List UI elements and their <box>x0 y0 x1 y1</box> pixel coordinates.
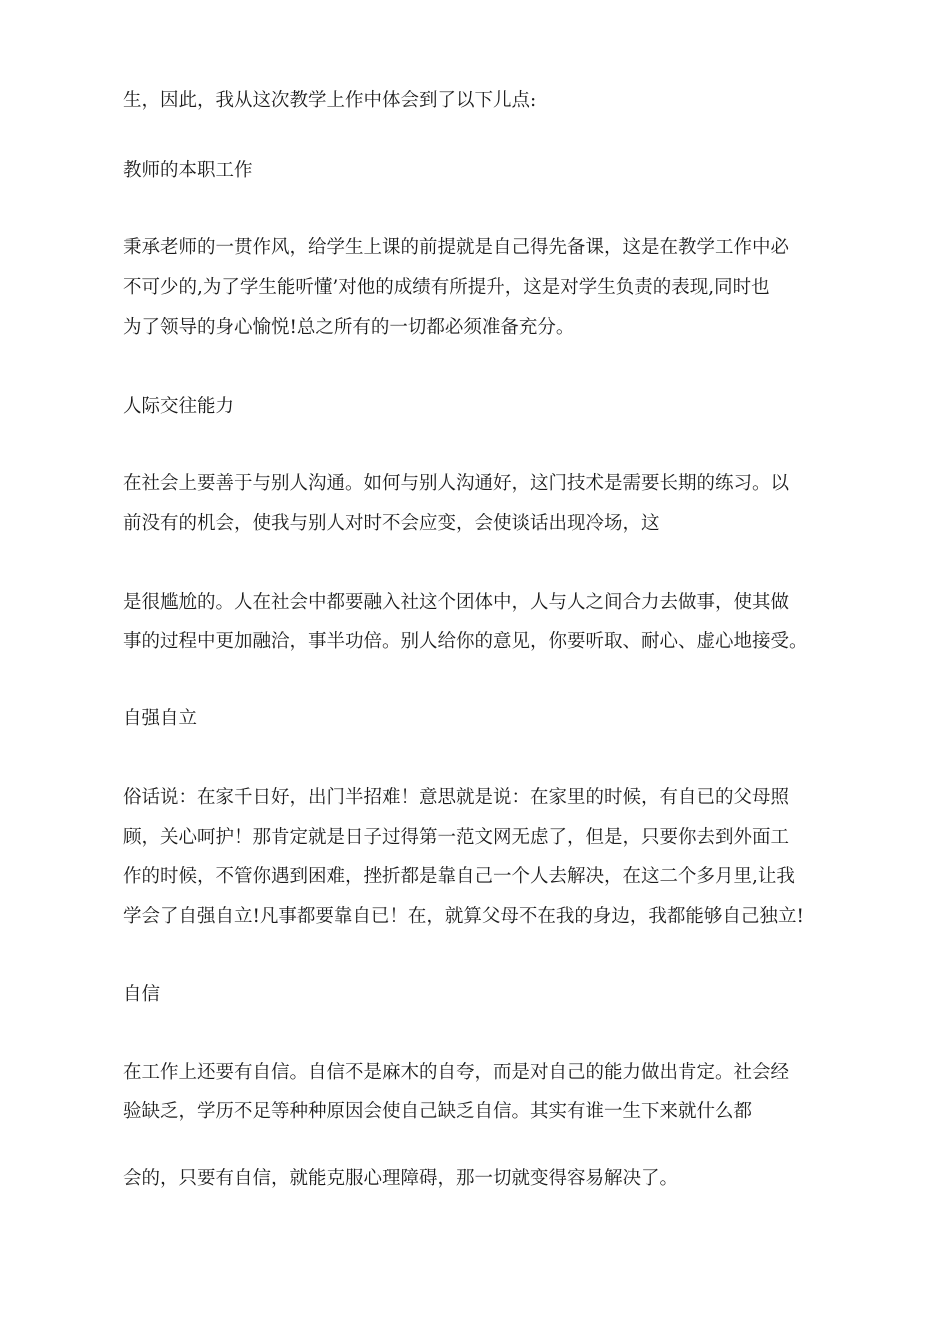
text-line: 学会了自强自立!凡事都要靠自已！在，就算父母不在我的身边，我都能够自己独立! <box>123 906 804 927</box>
text-line: 前没有的机会，使我与别人对时不会应变，会使谈话出现冷场，这 <box>123 513 660 534</box>
section-heading: 人际交往能力 <box>123 396 235 417</box>
text-line: 生，因此，我从这次教学上作中体会到了以下儿点: <box>123 90 537 111</box>
section-heading: 自信 <box>123 984 161 1005</box>
section-heading: 自强自立 <box>123 708 198 729</box>
section-heading: 教师的本职工作 <box>123 160 253 181</box>
text-line: 作的时候，不管你遇到困难，挫折都是靠自己一个人去解决，在这二个多月里,让我 <box>123 866 795 887</box>
text-line: 是很尴尬的。人在社会中都要融入社这个团体中，人与人之间合力去做事，使其做 <box>123 592 790 613</box>
text-line: 顾，关心呵护！那肯定就是日子过得第一范文网无虑了，但是，只要你去到外面工 <box>123 827 790 848</box>
text-line: 验缺乏，学历不足等种种原因会使自己缺乏自信。其实有谁一生下来就什么都 <box>123 1101 753 1122</box>
text-line: 俗话说：在家千日好，出门半招难！意思就是说：在家里的时候，有自已的父母照 <box>123 787 790 808</box>
text-line: 在工作上还要有自信。自信不是麻木的自夸，而是对自己的能力做出肯定。社会经 <box>123 1062 790 1083</box>
text-line: 不可少的,为了学生能听懂’对他的成绩有所提升，这是对学生负责的表现,同时也 <box>123 277 770 298</box>
text-line: 为了领导的身心愉悦!总之所有的一切都必须准备充分。 <box>123 317 575 338</box>
text-line: 事的过程中更加融洽，事半功倍。别人给你的意见，你要听取、耐心、虚心地接受。 <box>123 631 808 652</box>
text-line: 秉承老师的一贯作风，给学生上课的前提就是自己得先备课，这是在教学工作中必 <box>123 237 790 258</box>
text-line: 会的，只要有自信，就能克服心理障碍，那一切就变得容易解决了。 <box>123 1168 679 1189</box>
text-line: 在社会上要善于与别人沟通。如何与别人沟通好，这门技术是需要长期的练习。以 <box>123 473 790 494</box>
